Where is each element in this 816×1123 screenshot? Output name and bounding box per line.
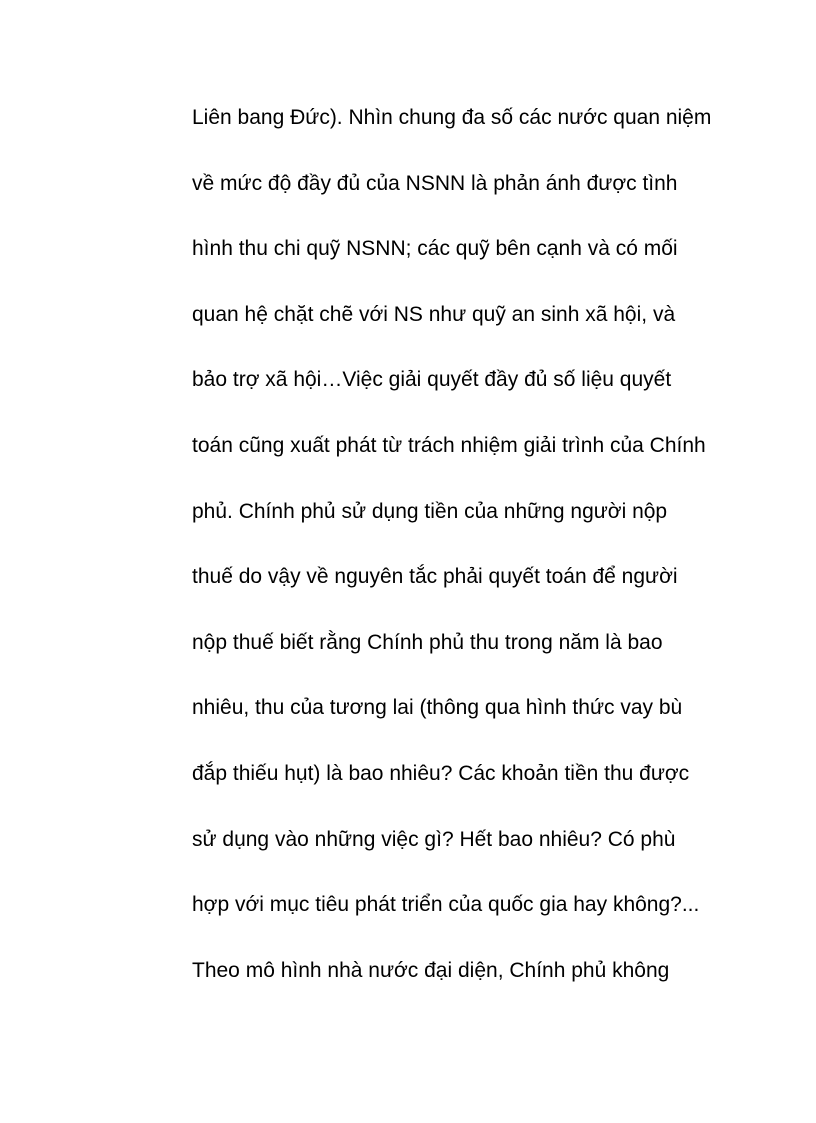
text-line-6: toán cũng xuất phát từ trách nhiệm giải trình của Chính [192,433,706,457]
text-line-12: sử dụng vào những việc gì? Hết bao nhiêu? Có phù [192,827,676,851]
text-line-4: quan hệ chặt chẽ với NS như quỹ an sinh xã hội, và [192,302,676,326]
body-paragraph [192,100,752,1018]
text-line-9: nộp thuế biết rằng Chính phủ thu trong năm là bao [192,630,663,654]
text-line-2: về mức độ đầy đủ của NSNN là phản ánh được tình [192,171,678,195]
text-line-11: đắp thiếu hụt) là bao nhiêu? Các khoản tiền thu được [192,761,690,785]
text-line-10: nhiêu, thu của tương lai (thông qua hình thức vay bù [192,696,683,720]
text-line-3: hình thu chi quỹ NSNN; các quỹ bên cạnh và có mối [192,237,678,261]
text-line-14: Theo mô hình nhà nước đại diện, Chính phủ không [192,958,670,982]
text-line-1: Liên bang Đức). Nhìn chung đa số các nước quan niệm [192,106,712,129]
text-line-8: thuế do vậy về nguyên tắc phải quyết toán để người [192,565,678,589]
text-line-5: bảo trợ xã hội…Việc giải quyết đầy đủ số liệu quyết [192,368,672,392]
text-line-7: phủ. Chính phủ sử dụng tiền của những người nộp [192,499,668,523]
text-line-13: hợp với mục tiêu phát triển của quốc gia hay không?... [192,893,700,917]
